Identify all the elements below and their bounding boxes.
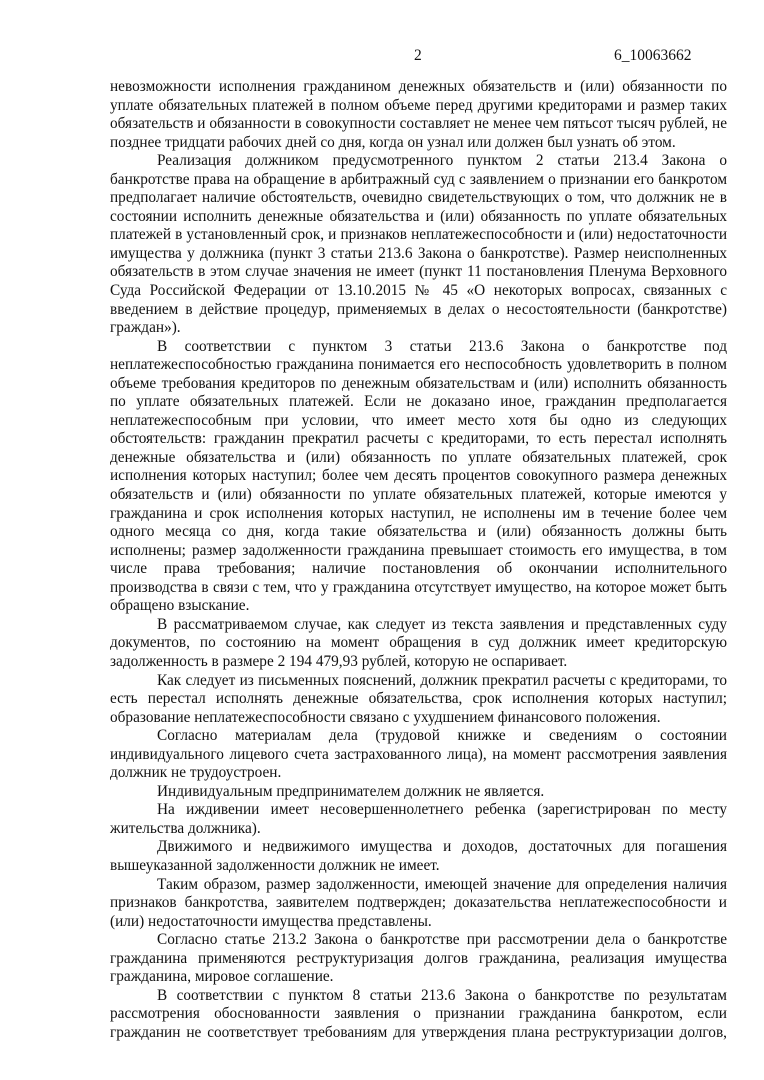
paragraph: невозможности исполнения гражданином денежных обязательств и (или) обязанности по уплате обязательных платежей в полном объеме перед другими кредиторами и размер таких обязательств и обязанности в совокупности составляет не менее чем пятьсот тысяч рублей, не позднее тридцати рабочих дней со дня, когда он узнал или должен был узнать об этом. [110, 78, 727, 151]
paragraph: В соответствии с пунктом 3 статьи 213.6 Закона о банкротстве под неплатежеспособностью гражданина понимается его неспособность удовлетворить в полном объеме требования кредиторов по денежным обязательствам и (или) исполнить обязанность по уплате обязательных платежей. Если не доказано иное, гражданин предполагается неплатежеспособным при условии, что имеет место хотя бы одно из следующих обстоятельств: гражданин прекратил расчеты с кредиторами, то есть перестал исполнять денежные обязательства и (или) обязанность по уплате обязательных платежей, срок исполнения которых наступил; более чем десять процентов совокупного размера денежных обязательств и (или) обязанности по уплате обязательных платежей, которые имеются у гражданина и срок исполнения которых наступил, не исполнены им в течение более чем одного месяца со дня, когда такие обязательства и (или) обязанность должны быть исполнены; размер задолженности гражданина превышает стоимость его имущества, в том числе права требования; наличие постановления об окончании исполнительного производства в связи с тем, что у гражданина отсутствует имущество, на которое может быть обращено взыскание. [110, 337, 727, 615]
paragraph: Согласно материалам дела (трудовой книжке и сведениям о состоянии индивидуального лицевого счета застрахованного лица), на момент рассмотрения заявления должник не трудоустроен. [110, 727, 727, 782]
paragraph: Таким образом, размер задолженности, имеющей значение для определения наличия признаков банкротства, заявителем подтвержден; доказательства неплатежеспособности и (или) недостаточности имущества представлены. [110, 875, 727, 930]
paragraph: Движимого и недвижимого имущества и доходов, достаточных для погашения вышеуказанной задолженности должник не имеет. [110, 838, 727, 874]
document-id: 6_10063662 [614, 47, 692, 64]
paragraph: В соответствии с пунктом 8 статьи 213.6 Закона о банкротстве по результатам рассмотрения обоснованности заявления о признании гражданина банкротом, если гражданин не соответствует требованиям для утверждения плана реструктуризации долгов, [110, 986, 727, 1041]
paragraph: Реализация должником предусмотренного пунктом 2 статьи 213.4 Закона о банкротстве права на обращение в арбитражный суд с заявлением о признании его банкротом предполагает наличие обстоятельств, очевидно свидетельствующих о том, что должник не в состоянии исполнить денежные обязательства и (или) обязанность по уплате обязательных платежей в установленный срок, и признаков неплатежеспособности и (или) недостаточности имущества у должника (пункт 3 статьи 213.6 Закона о банкротстве). Размер неисполненных обязательств в этом случае значения не имеет (пункт 11 постановления Пленума Верховного Суда Российской Федерации от 13.10.2015 № 45 «О некоторых вопросах, связанных с введением в действие процедур, применяемых в делах о несостоятельности (банкротстве) граждан»). [110, 152, 727, 337]
paragraph: На иждивении имеет несовершеннолетнего ребенка (зарегистрирован по месту жительства должника). [110, 801, 727, 837]
paragraph: Индивидуальным предпринимателем должник не является. [157, 782, 545, 800]
document-body [110, 78, 727, 1042]
paragraph: Согласно статье 213.2 Закона о банкротстве при рассмотрении дела о банкротстве гражданина применяются реструктуризация долгов гражданина, реализация имущества гражданина, мировое соглашение. [110, 931, 727, 986]
paragraph: В рассматриваемом случае, как следует из текста заявления и представленных суду документов, по состоянию на момент обращения в суд должник имеет кредиторскую задолженность в размере 2 194 479,93 рублей, которую не оспаривает. [110, 615, 727, 670]
page-number: 2 [414, 47, 422, 64]
page-header [0, 46, 764, 66]
paragraph: Как следует из письменных пояснений, должник прекратил расчеты с кредиторами, то есть перестал исполнять денежные обязательства, срок исполнения которых наступил; образование неплатежеспособности связано с ухудшением финансового положения. [110, 671, 727, 726]
